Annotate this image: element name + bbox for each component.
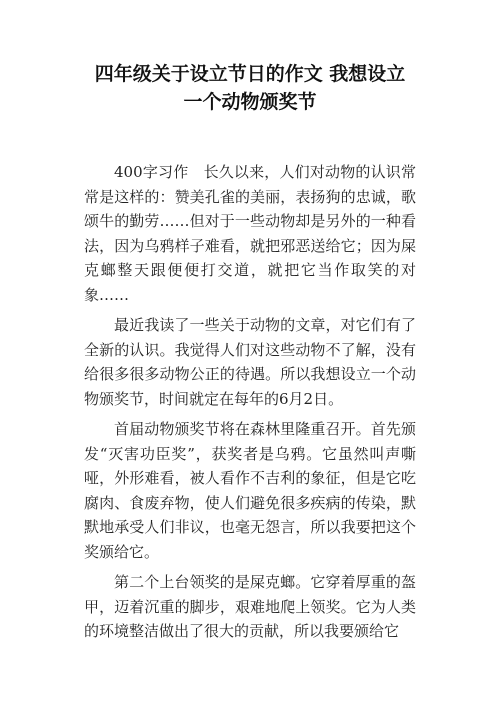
paragraph-3: 首届动物颁奖节将在森林里隆重召开。首先颁发“灭害功臣奖”，获奖者是乌鸦。它虽然叫声嘶哑，外形难看，被人看作不吉利的象征，但是它吃腐肉、食废弃物，使人们避免很多疾病的传染，默默地承受人们非议，也毫无怨言，所以我要把这个奖颁给它。 bbox=[84, 420, 416, 561]
title-line-2: 一个动物颁奖节 bbox=[183, 91, 317, 113]
document-title bbox=[84, 60, 416, 116]
paragraph-1: 400字习作 长久以来，人们对动物的认识常常是这样的：赞美孔雀的美丽，表扬狗的忠诚，歌颂牛的勤劳……但对于一些动物却是另外的一种看法，因为乌鸦样子难看，就把邪恶送给它；因为屎克螂整天跟便便打交道，就把它当作取笑的对象…… bbox=[84, 163, 416, 304]
title-line-1: 四年级关于设立节日的作文 我想设立 bbox=[94, 63, 406, 85]
document-body bbox=[84, 160, 416, 644]
paragraph-4: 第二个上台领奖的是屎克螂。它穿着厚重的盔甲，迈着沉重的脚步，艰难地爬上领奖。它为人类的环境整洁做出了很大的贡献，所以我要颁给它 bbox=[84, 573, 416, 640]
paragraph-2: 最近我读了一些关于动物的文章，对它们有了全新的认识。我觉得人们对这些动物不了解，没有给很多很多动物公正的待遇。所以我想设立一个动物颁奖节，时间就定在每年的6月2日。 bbox=[84, 316, 416, 408]
